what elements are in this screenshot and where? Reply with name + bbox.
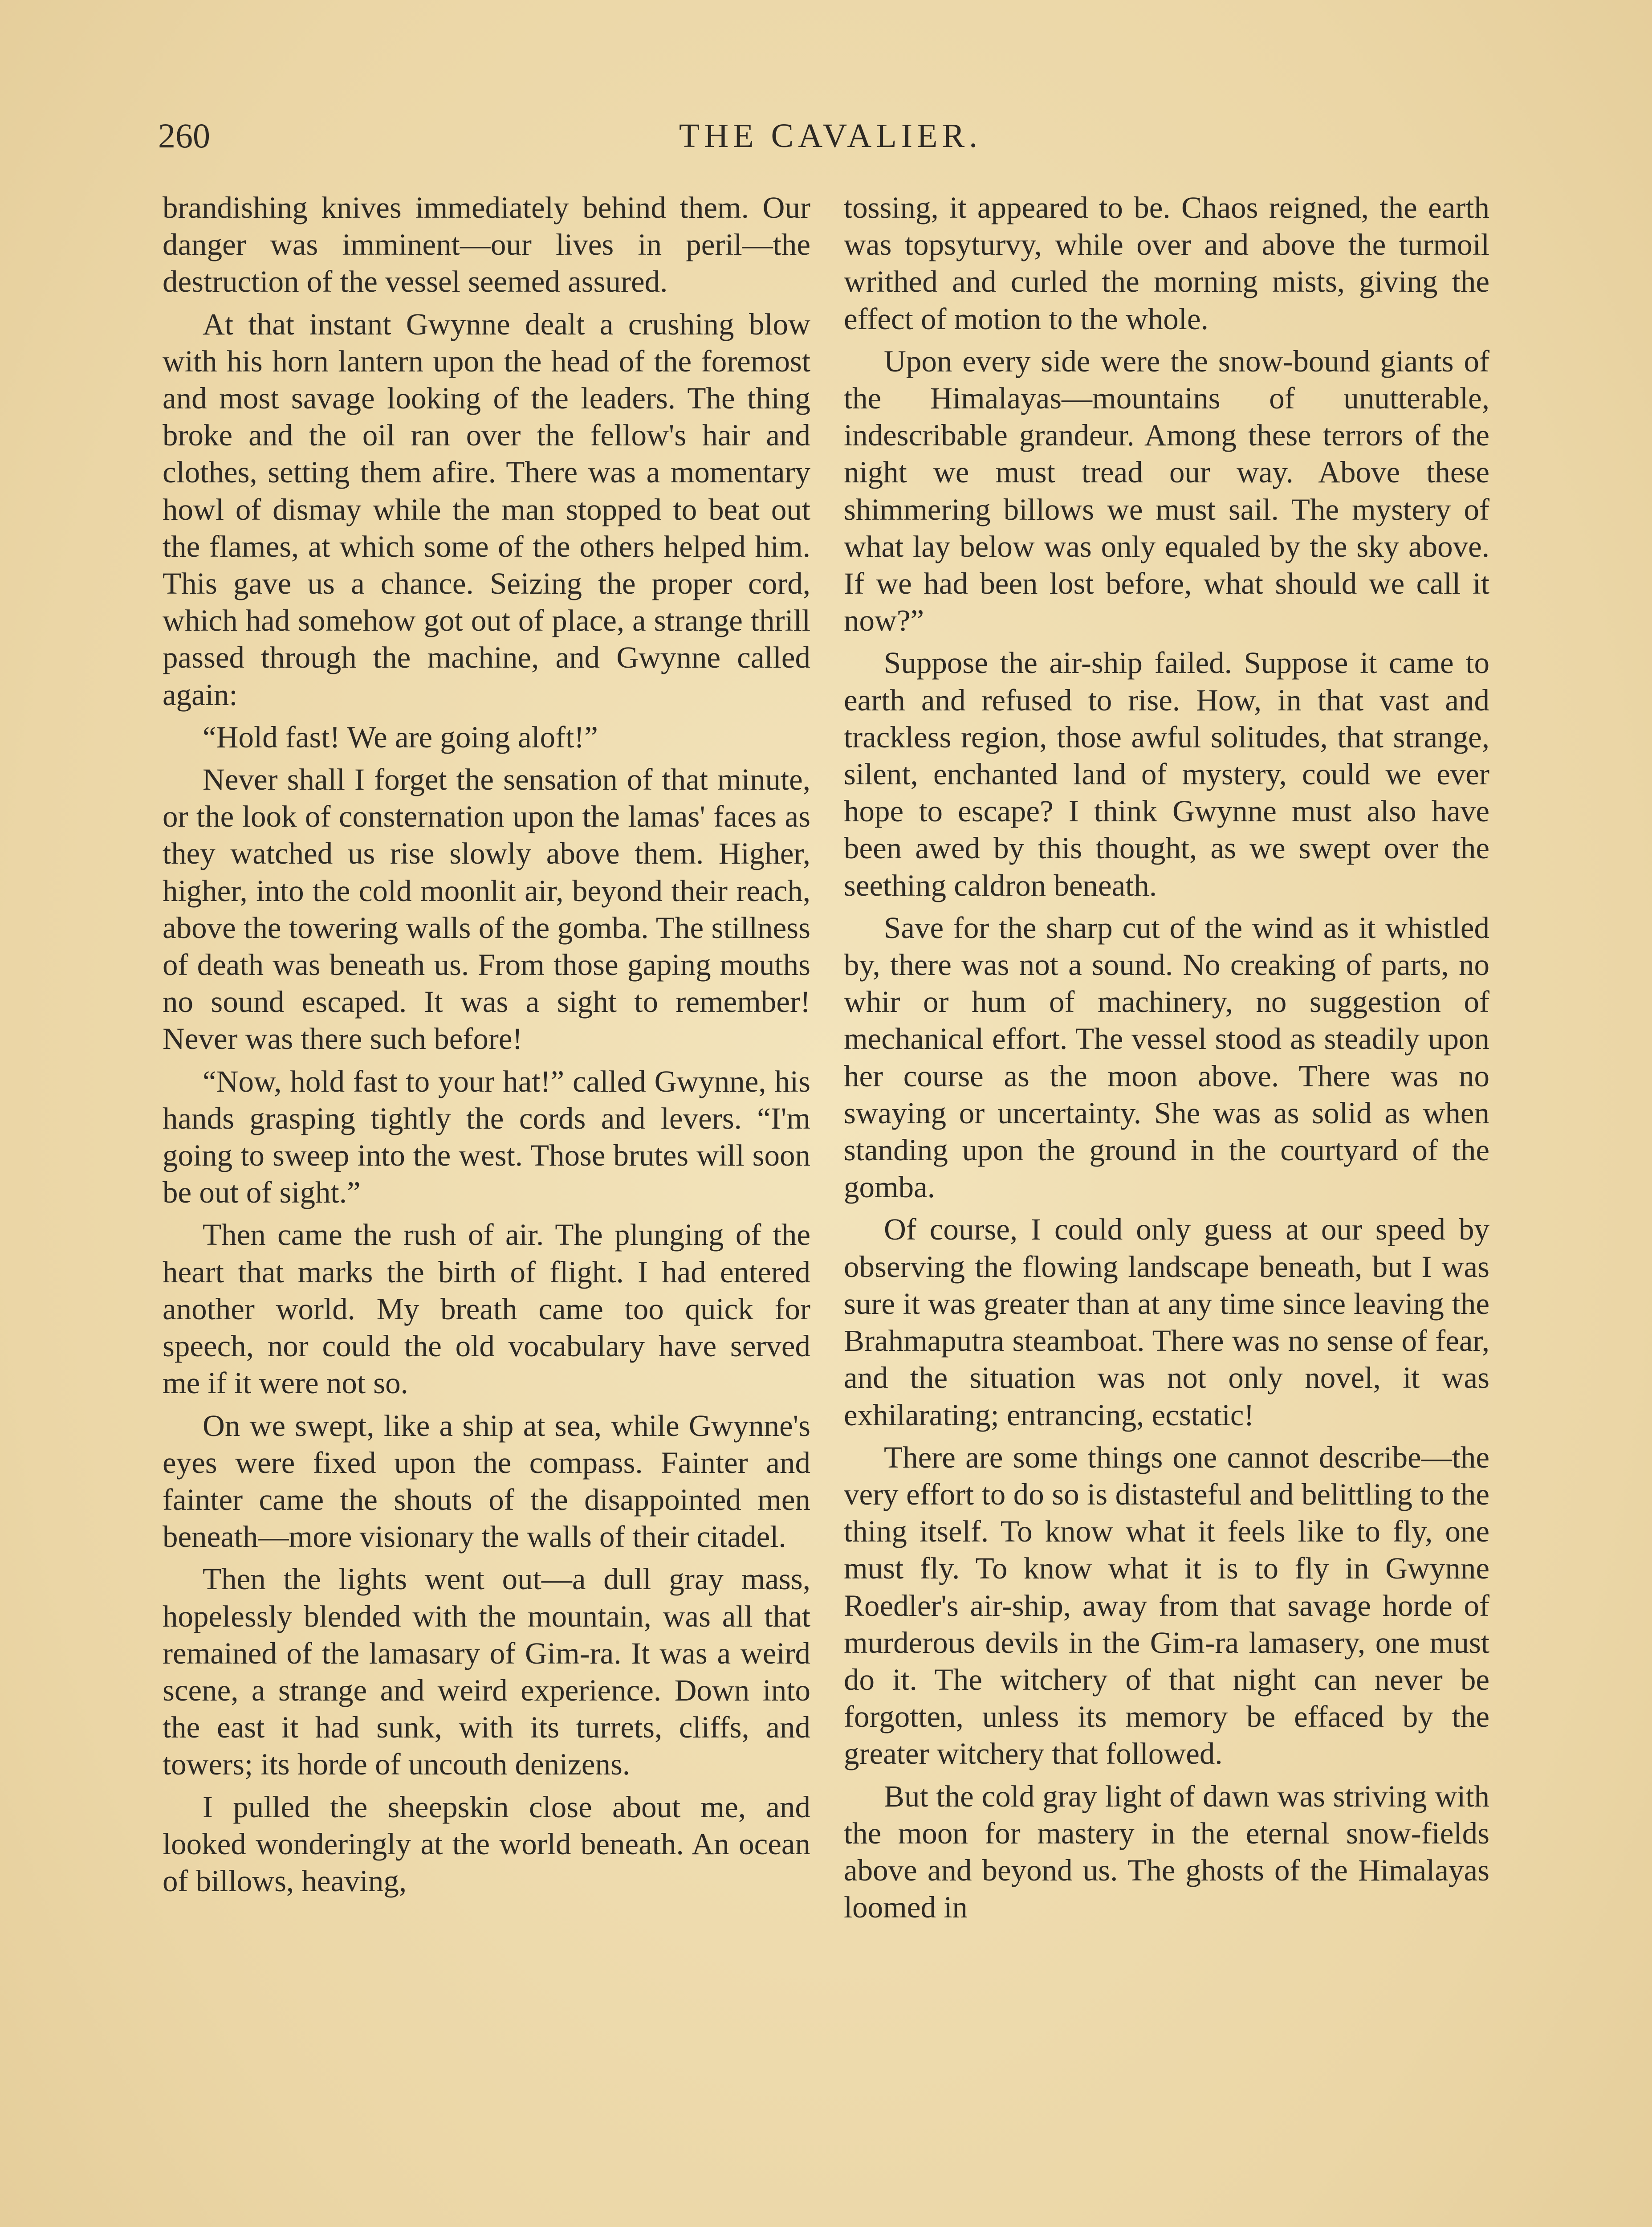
paragraph: Then came the rush of air. The plunging of the heart that marks the birth of flight. I had entered another world. My breath came too quick for speech, nor could the old vocabulary have served me if it were not so.	[163, 1218, 810, 1400]
page-header	[158, 111, 1503, 165]
paragraph: Save for the sharp cut of the wind as it whistled by, there was not a sound. No creaking of parts, no whir or hum of machinery, no suggestion of mechanical effort. The vessel stood as steadily upon her course as the moon above. There was no swaying or uncertainty. She was as solid as when standing upon the ground in the courtyard of the gomba.	[844, 910, 1489, 1204]
page-number: 260	[158, 116, 210, 155]
paragraph: Of course, I could only guess at our speed by observing the flowing landscape beneath, but I was sure it was greater than at any time since leaving the Brahmaputra steamboat. There was no sense of fear, and the situation was not only novel, it was exhilarating; entrancing, ecstatic!	[844, 1212, 1489, 1432]
running-head: THE CAVALIER.	[679, 117, 982, 155]
paragraph: Upon every side were the snow-bound giants of the Himalayas—mountains of unutterable, indescribable grandeur. Among these terrors of the night we must tread our way. Above these shimmering billows we must sail. The mystery of what lay below was only equaled by the sky above. If we had been lost before, what should we call it now?”	[844, 344, 1489, 638]
paragraph: At that instant Gwynne dealt a crushing blow with his horn lantern upon the head of the foremost and most savage looking of the leaders. The thing broke and the oil ran over the fellow's hair and clothes, setting them afire. There was a momentary howl of dismay while the man stopped to beat out the flames, at which some of the others helped him. This gave us a chance. Seizing the proper cord, which had somehow got out of place, a strange thrill passed through the machine, and Gwynne called again:	[163, 307, 810, 712]
paragraph: Then the lights went out—a dull gray mass, hopelessly blended with the mountain, was all that remained of the lamasary of Gim-ra. It was a weird scene, a strange and weird experience. Down into the east it had sunk, with its turrets, cliffs, and towers; its horde of uncouth denizens.	[163, 1562, 810, 1782]
paragraph: But the cold gray light of dawn was striving with the moon for mastery in the eternal snow-fields above and beyond us. The ghosts of the Himalayas loomed in	[844, 1779, 1489, 1925]
left-column	[163, 189, 810, 1900]
paragraph: There are some things one cannot describe—the very effort to do so is distasteful and belittling to the thing itself. To know what it feels like to fly, one must fly. To know what it is to fly in Gwynne Roedler's air-ship, away from that savage horde of murderous devils in the Gim-ra lamasery, one must do it. The witchery of that night can never be forgotten, unless its memory be effaced by the greater witchery that followed.	[844, 1440, 1489, 1771]
paragraph: I pulled the sheepskin close about me, and looked wonderingly at the world beneath. An ocean of billows, heaving,	[163, 1790, 810, 1898]
paragraph: brandishing knives immediately behind them. Our danger was imminent—our lives in peril—the destruction of the vessel seemed assured.	[163, 191, 810, 299]
paragraph: “Hold fast! We are going aloft!”	[203, 720, 598, 754]
paragraph: “Now, hold fast to your hat!” called Gwynne, his hands grasping tightly the cords and levers. “I'm going to sweep into the west. Those brutes will soon be out of sight.”	[163, 1064, 810, 1210]
paragraph: Suppose the air-ship failed. Suppose it came to earth and refused to rise. How, in that vast and trackless region, those awful solitudes, that strange, silent, enchanted land of mystery, could we ever hope to escape? I think Gwynne must also have been awed by this thought, as we swept over the seething caldron beneath.	[844, 646, 1489, 902]
paragraph: Never shall I forget the sensation of that minute, or the look of consternation upon the lamas' faces as they watched us rise slowly above them. Higher, higher, into the cold moonlit air, beyond their reach, above the towering walls of the gomba. The stillness of death was beneath us. From those gaping mouths no sound escaped. It was a sight to remember! Never was there such before!	[163, 763, 810, 1056]
paragraph: tossing, it appeared to be. Chaos reigned, the earth was topsyturvy, while over and above the turmoil writhed and curled the morning mists, giving the effect of motion to the whole.	[844, 191, 1489, 336]
paragraph: On we swept, like a ship at sea, while Gwynne's eyes were fixed upon the compass. Fainter and fainter came the shouts of the disappointed men beneath—more visionary the walls of their citadel.	[163, 1408, 810, 1554]
right-column	[844, 189, 1489, 1926]
